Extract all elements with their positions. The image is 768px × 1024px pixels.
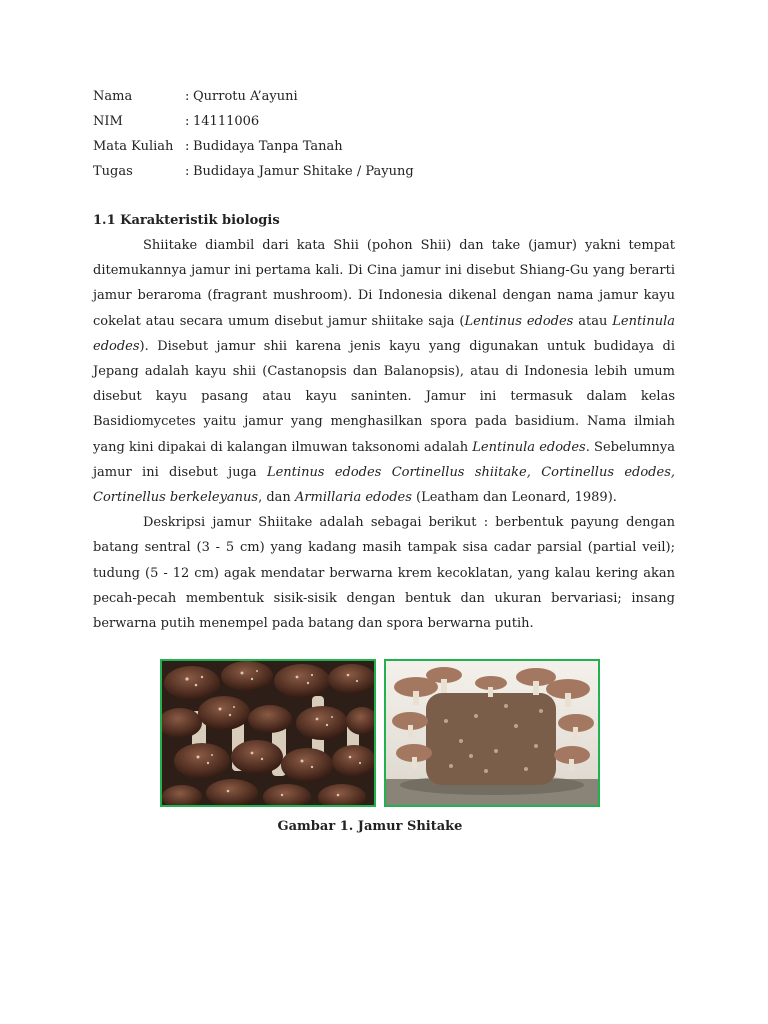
text-run: . Sebelumnya jamur ini disebut juga: [93, 439, 675, 480]
info-row: [93, 84, 675, 109]
info-value: Qurrotu A’ayuni: [193, 89, 298, 104]
info-colon: :: [185, 89, 190, 104]
text-run: Shiitake diambil dari kata Shii (pohon Shii) dan take (jamur) yakni tempat ditemukannya jamur ini pertama kali. Di Cina jamur ini disebut Shiang-Gu yang berarti jamur beraroma (fragrant mushroom). Di Indonesia dikenal dengan nama jamur kayu cokelat atau secara umum disebut jamur shiitake saja (: [93, 238, 675, 329]
paragraph-1: [93, 233, 675, 510]
section-karakteristik: [93, 208, 675, 636]
text-run: ). Disebut jamur shii karena jenis kayu yang digunakan untuk budidaya di Jepang adalah kayu shii (Castanopsis dan Balanopsis), atau di Indonesia lebih umum disebut kayu pasang atau kayu saninten. Jamur ini termasuk dalam kelas Basidiomycetes yaitu jamur yang menghasilkan spora pada basidium. Nama ilmiah yang kini dipakai di kalangan ilmuwan taksonomi adalah: [93, 338, 675, 455]
text-run: , dan: [258, 490, 295, 506]
info-value: Budidaya Jamur Shitake / Payung: [193, 164, 414, 179]
student-info: [93, 84, 675, 184]
mushroom-photo-cultivation: [384, 659, 600, 807]
species-name: Lentinula edodes: [472, 439, 586, 455]
species-name: Lentinus edodes Cortinellus shiitake, Cortinellus edodes, Cortinellus berkeleyanus: [93, 464, 675, 506]
info-row: [93, 159, 675, 184]
info-key: Nama: [93, 89, 133, 104]
info-colon: :: [185, 114, 190, 129]
info-key: NIM: [93, 114, 123, 129]
info-row: [93, 109, 675, 134]
info-value: Budidaya Tanpa Tanah: [193, 139, 343, 154]
mushroom-photo-closeup: [160, 659, 376, 807]
info-key: Mata Kuliah: [93, 139, 174, 154]
figure: [160, 659, 600, 834]
section-heading: 1.1 Karakteristik biologis: [93, 213, 280, 228]
info-row: [93, 134, 675, 159]
figure-caption: Gambar 1. Jamur Shitake: [277, 819, 463, 834]
text-run: (Leatham dan Leonard, 1989).: [411, 490, 617, 506]
species-name: Armillaria edodes: [294, 490, 412, 506]
document-page: [93, 84, 675, 636]
info-colon: :: [185, 164, 190, 179]
species-name: Lentinula edodes: [93, 313, 675, 354]
paragraph-2: Deskripsi jamur Shiitake adalah sebagai berikut : berbentuk payung dengan batang sentral (3 - 5 cm) yang kadang masih tampak sisa cadar parsial (partial veil); tudung (5 - 12 cm) agak mendatar berwarna krem kecoklatan, yang kalau kering akan pecah-pecah membentuk sisik-sisik dengan bentuk dan ukuran bervariasi; insang berwarna putih menempel pada batang dan spora berwarna putih.: [93, 515, 675, 632]
info-key: Tugas: [93, 164, 133, 179]
info-colon: :: [185, 139, 190, 154]
text-run: atau: [573, 313, 613, 329]
species-name: Lentinus edodes: [464, 313, 574, 329]
info-value: 14111006: [193, 114, 260, 129]
figure-photos: [160, 659, 600, 807]
